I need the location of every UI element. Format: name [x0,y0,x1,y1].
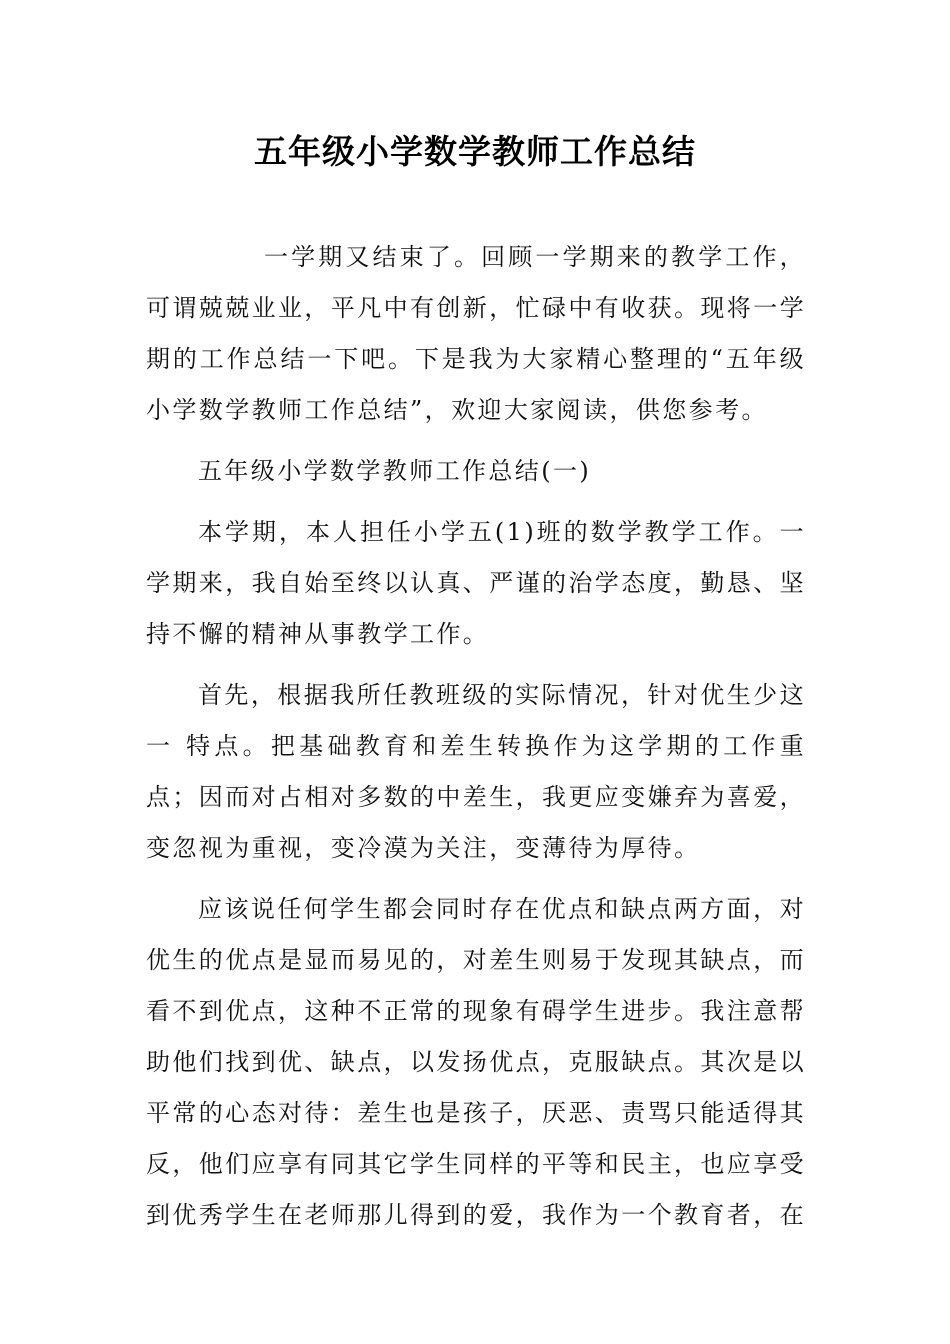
body-paragraph: 本学期，本人担任小学五(1)班的数学教学工作。一学期来，我自始至终以认真、严谨的治学态度，勤恳、坚持不懈的精神从事教学工作。 [146,518,806,648]
body-paragraph: 应该说任何学生都会同时存在优点和缺点两方面，对优生的优点是显而易见的，对差生则易于发现其缺点，而看不到优点，这种不正常的现象有碍学生进步。我注意帮助他们找到优、缺点，以发扬优点，克服缺点。其次是以平常的心态对待：差生也是孩子，厌恶、责骂只能适得其反，他们应享有同其它学生同样的平等和民主，也应享受到优秀学生在老师那儿得到的爱，我作为一个教育者，在 [146,895,806,1229]
section-heading: 五年级小学数学教师工作总结(一) [198,457,592,485]
intro-paragraph: 一学期又结束了。回顾一学期来的教学工作，可谓兢兢业业，平凡中有创新，忙碌中有收获。现将一学期的工作总结一下吧。下是我为大家精心整理的“五年级小学数学教师工作总结”，欢迎大家阅读，供您参考。 [146,243,806,424]
document-body [146,232,806,1241]
document-title: 五年级小学数学教师工作总结 [254,132,696,171]
body-paragraph: 首先，根据我所任教班级的实际情况，针对优生少这一 特点。把基础教育和差生转换作为这学期的工作重点；因而对占相对多数的中差生，我更应变嫌弃为喜爱，变忽视为重视，变冷漠为关注，变薄待为厚待。 [146,681,806,862]
